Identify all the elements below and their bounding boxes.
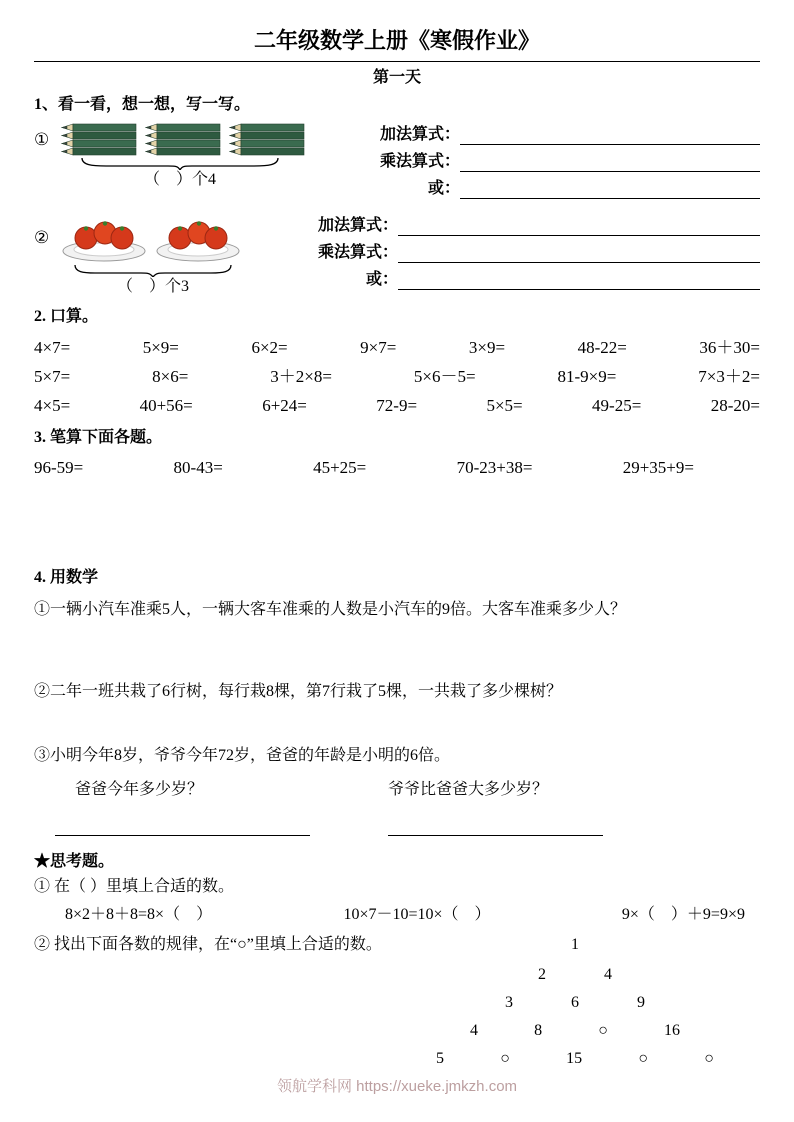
section1-item2	[34, 212, 760, 297]
pencil-bundle-image	[228, 123, 306, 157]
pyramid-cell: 1	[571, 936, 579, 953]
oral-problem: 28-20=	[710, 396, 760, 415]
word-problem-3-subquestions	[34, 778, 760, 802]
thinking-heading: ★思考题。	[34, 853, 115, 870]
answer-blank	[398, 272, 760, 290]
pencil-bundle-image	[144, 123, 222, 157]
word-problem-1: ①一辆小汽车准乘5人，一辆大客车准乘的人数是小汽车的9倍。大客车准乘多少人？	[34, 601, 627, 618]
section4-heading: 4. 用数学	[34, 569, 99, 586]
addition-label: 加法算式：	[317, 217, 398, 234]
oral-problem: 4×7=	[34, 338, 71, 357]
multiplication-label: 乘法算式：	[379, 153, 460, 170]
section1-heading: 1、看一看，想一想，写一写。	[34, 96, 251, 113]
tomato-plate-image	[60, 212, 148, 264]
section-word-problems	[34, 566, 760, 836]
answer-blank	[398, 218, 760, 236]
pyramid-cell: ○	[598, 1022, 608, 1039]
item1-picture-row	[34, 123, 334, 157]
oral-problem: 5×7=	[34, 367, 71, 386]
header	[34, 26, 760, 89]
oral-row	[34, 396, 760, 416]
pyramid-cell: 4	[470, 1022, 478, 1039]
answer-blank	[55, 818, 310, 836]
oral-problem: 7×3＋2=	[698, 367, 760, 386]
pyramid-row	[538, 965, 612, 985]
oral-problem: 3＋2×8=	[270, 367, 332, 386]
oral-problem: 5×5=	[486, 396, 523, 415]
equation-line	[364, 125, 760, 145]
thinking-q1: ① 在（ ）里填上合适的数。	[34, 878, 235, 895]
pyramid-cell: 16	[664, 1022, 680, 1039]
answer-blank	[460, 154, 760, 172]
answer-blank	[460, 181, 760, 199]
oral-problem: 5×9=	[142, 338, 179, 357]
equation-line	[364, 152, 760, 172]
section-written-calc	[34, 426, 760, 478]
under-brace-icon	[68, 264, 238, 277]
item2-picture-block	[34, 212, 274, 297]
equation-line	[364, 179, 760, 199]
pyramid-cell: 5	[436, 1050, 444, 1067]
answer-blank	[398, 245, 760, 263]
oral-problem: 4×5=	[34, 396, 71, 415]
answer-lines	[34, 818, 760, 836]
item2-caption: （ ）个3	[116, 278, 189, 295]
tomato-plate-image	[154, 212, 242, 264]
fill-blank-equation: 10×7－10=10×（ ）	[343, 906, 491, 923]
oral-problem: 72-9=	[376, 396, 418, 415]
equation-line	[302, 216, 760, 236]
under-brace-icon	[60, 157, 300, 170]
or-label: 或：	[427, 180, 460, 197]
item2-marker: ②	[34, 228, 50, 247]
fill-blank-equation: 8×2＋8＋8=8×（ ）	[65, 906, 213, 923]
oral-problem: 40+56=	[139, 396, 193, 415]
oral-problem: 36＋30=	[699, 338, 760, 357]
item1-equations	[364, 125, 760, 206]
pyramid-cell: 9	[637, 994, 645, 1011]
item1-picture-block	[34, 123, 334, 190]
word-problem-2: ②二年一班共栽了6行树，每行栽8棵，第7行栽了5棵，一共栽了多少棵树？	[34, 683, 563, 700]
page-title: 二年级数学上册《寒假作业》	[253, 28, 540, 53]
answer-blank	[388, 818, 603, 836]
subquestion-a: 爸爸今年多少岁？	[75, 781, 204, 798]
pyramid-cell: ○	[704, 1050, 714, 1067]
oral-problem: 81-9×9=	[557, 367, 617, 386]
pyramid-cell: ○	[638, 1050, 649, 1067]
day-subtitle: 第一天	[372, 69, 421, 86]
pyramid-row	[436, 1049, 714, 1069]
pyramid-cell: ○	[500, 1050, 510, 1067]
section3-heading: 3. 笔算下面各题。	[34, 429, 163, 446]
title-divider	[34, 61, 760, 62]
section-look-think-write	[34, 93, 760, 297]
oral-problem: 6×2=	[251, 338, 288, 357]
pencil-bundle-image	[60, 123, 138, 157]
equation-line	[302, 243, 760, 263]
subquestion-b: 爷爷比爸爸大多少岁？	[388, 781, 549, 798]
thinking-q2: ② 找出下面各数的规律，在“○”里填上合适的数。	[34, 936, 382, 953]
oral-problem: 6+24=	[262, 396, 307, 415]
item1-marker: ①	[34, 130, 50, 149]
oral-row	[34, 367, 760, 387]
pyramid-row	[470, 1021, 680, 1041]
watermark-footer: 领航学科网 https://xueke.jmkzh.com	[276, 1078, 518, 1095]
oral-problem: 48-22=	[577, 338, 627, 357]
oral-problem: 9×7=	[360, 338, 397, 357]
pyramid-cell: 2	[538, 966, 546, 983]
fill-blank-equation: 9×（ ）＋9=9×9	[621, 906, 745, 923]
section2-heading: 2. 口算。	[34, 308, 99, 325]
section1-item1	[34, 123, 760, 206]
written-problem: 80-43=	[173, 458, 223, 477]
written-row	[34, 458, 694, 478]
oral-problem: 8×6=	[152, 367, 189, 386]
pyramid-cell: 6	[571, 994, 579, 1011]
written-problem: 45+25=	[313, 458, 367, 477]
oral-problem: 5×6－5=	[413, 367, 476, 386]
item2-picture-row	[34, 212, 274, 264]
addition-label: 加法算式：	[379, 126, 460, 143]
section-oral-calc	[34, 305, 760, 416]
or-label: 或：	[365, 271, 398, 288]
answer-blank	[460, 127, 760, 145]
pyramid-cell: 3	[505, 994, 513, 1011]
item2-equations	[302, 216, 760, 297]
pyramid-cell: 4	[604, 966, 612, 983]
oral-row	[34, 338, 760, 358]
written-problem: 70-23+38=	[456, 458, 533, 477]
item1-brace-block	[60, 157, 300, 190]
item2-brace-block	[68, 264, 238, 297]
thinking-q2-line	[34, 932, 760, 957]
written-problem: 96-59=	[34, 458, 84, 477]
section-thinking	[34, 850, 760, 1069]
pyramid-row	[505, 993, 645, 1013]
oral-problem: 3×9=	[468, 338, 506, 357]
fill-blank-equations	[65, 903, 745, 927]
multiplication-label: 乘法算式：	[317, 244, 398, 261]
pyramid-cell: 15	[566, 1050, 583, 1067]
item1-caption: （ ）个4	[143, 171, 216, 188]
equation-line	[302, 270, 760, 290]
pyramid-cell: 8	[534, 1022, 543, 1039]
number-pyramid	[425, 965, 725, 1069]
oral-problem: 49-25=	[592, 396, 642, 415]
written-problem: 29+35+9=	[622, 458, 694, 477]
word-problem-3: ③小明今年8岁，爷爷今年72岁，爸爸的年龄是小明的6倍。	[34, 747, 451, 764]
